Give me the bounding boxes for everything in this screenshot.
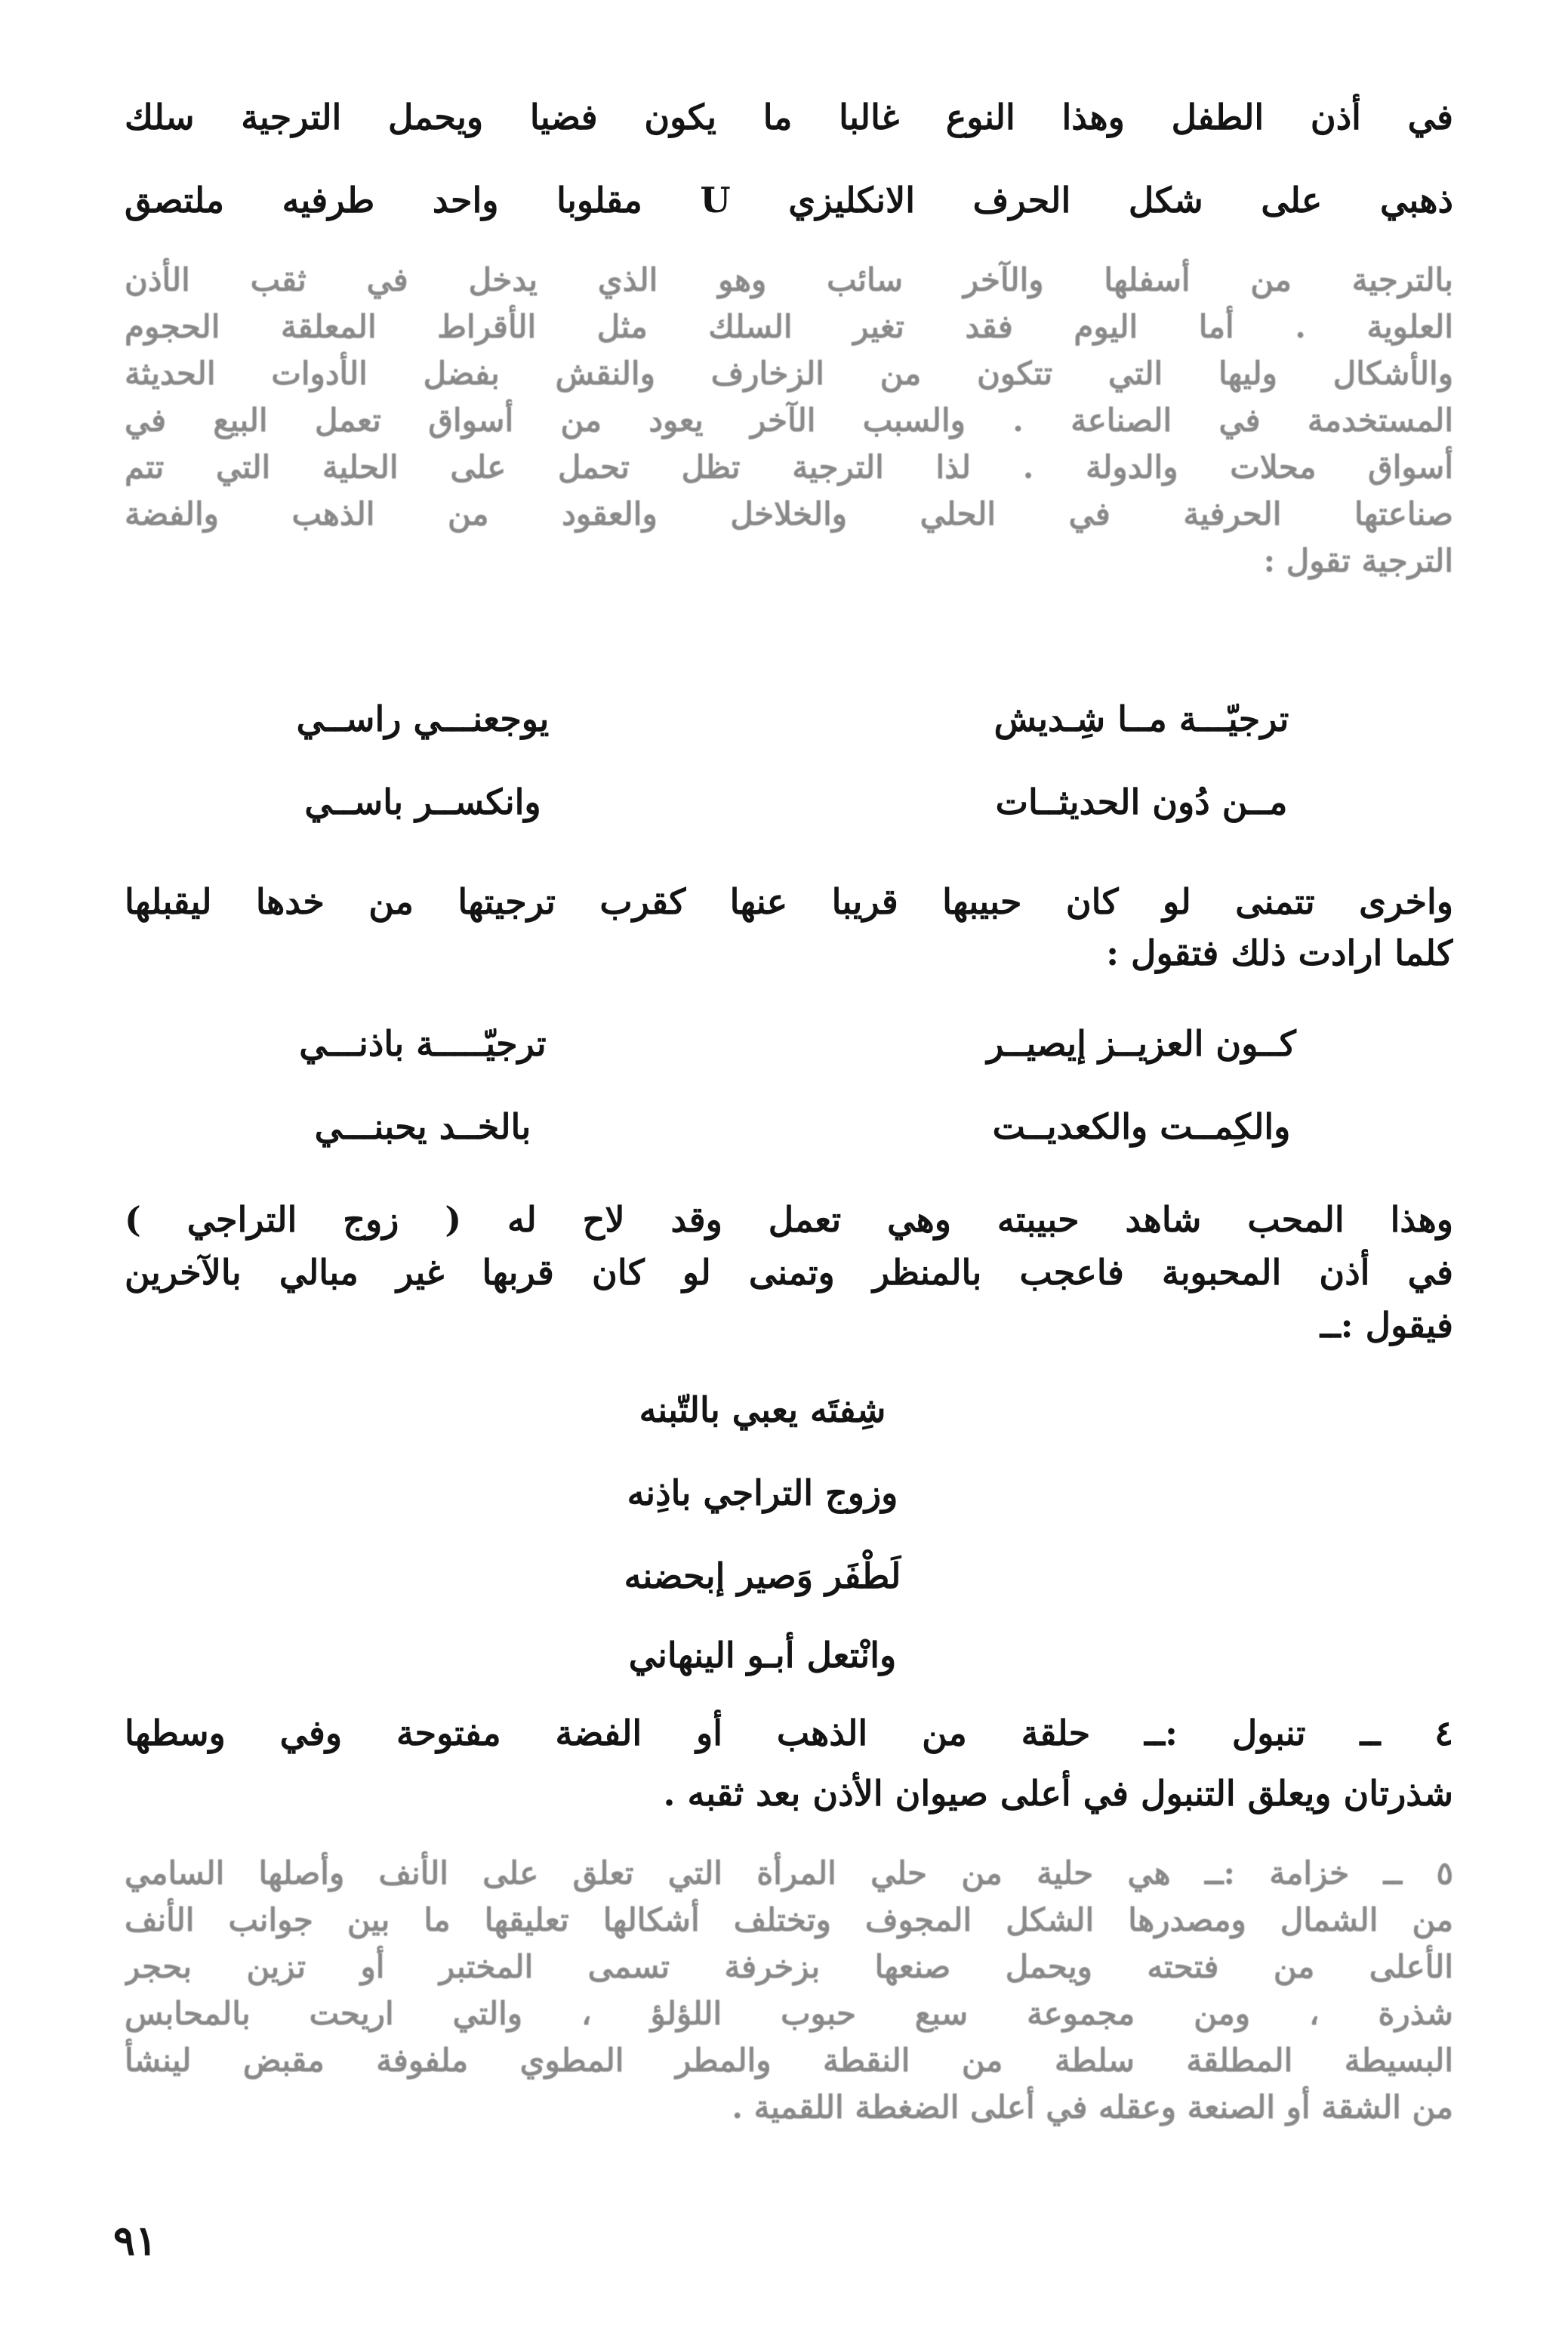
faded-line: من الشمال ومصدرها الشكل المجوف وتختلف أشكالها تعليقها ما بين جوانب الأنف: [125, 1897, 1453, 1944]
verse-left-hemistich: ترجيّـــــة باذنـــي: [299, 1023, 547, 1064]
faded-line: البسيطة المطلقة سلطة من النقطة والمطر المطوي ملفوفة مقبض لينشأ: [125, 2037, 1453, 2084]
faded-line: أسواق محلات والدولة . لذا الترجية تظل تحمل على الحلية التي تتم: [125, 444, 1453, 491]
page-number: ٩١: [113, 2216, 158, 2265]
paragraph-line: فيقول :ــ: [1320, 1305, 1453, 1346]
middle-paragraph: [125, 876, 1453, 979]
faded-line: شذرة ، ومن مجموعة سبع حبوب اللؤلؤ ، والتي اريحت بالمحابس: [125, 1990, 1453, 2037]
verse-left-hemistich: يوجعنـــي راســي: [296, 698, 550, 739]
paragraph-line: ٤ ــ تنبول :ــ حلقة من الذهب أو الفضة مفتوحة وفي وسطها: [125, 1713, 1453, 1753]
tanbool-paragraph: [125, 1703, 1453, 1824]
poem-line: وزوج التراجي باذِنه: [627, 1472, 898, 1513]
faded-line: المستخدمة في الصناعة . والسبب الآخر يعود من أسواق تعمل البيع في: [125, 397, 1453, 444]
paragraph-line: وهذا المحب شاهد حبيبته وهي تعمل وقد لاح له ( زوج التراجي ): [125, 1199, 1453, 1240]
faded-line: والأشكال وليها التي تتكون من الزخارف والنقش بفضل الأدوات الحديثة: [125, 350, 1453, 397]
faded-line: ٥ ــ خزامة :ــ هي حلية من حلي المرأة التي تعلق على الأنف وأصلها السامي: [125, 1850, 1453, 1897]
paragraph-line: في أذن المحبوبة فاعجب بالمنظر وتمنى لو كان قربها غير مبالي بالآخرين: [125, 1252, 1453, 1293]
poem-line: لَطْفَر وَصير إبحضنه: [624, 1555, 901, 1596]
top-paragraph: [125, 76, 1453, 242]
paragraph-line: ذهبي على شكل الحرف الانكليزي U مقلوبا واحد طرفيه ملتصق: [125, 180, 1453, 220]
middle-paragraph: [125, 1193, 1453, 1352]
verse-left-hemistich: وانكســر باســي: [304, 782, 541, 822]
faded-paragraph: [125, 1850, 1453, 2131]
faded-line: صناعتها الحرفية في الحلي والخلاخل والعقود من الذهب والفضة: [125, 491, 1453, 538]
faded-line: من الشقة أو الصنعة وعقله في أعلى الضغطة اللقمية .: [125, 2084, 1453, 2131]
poem-line: وانْتعل أبـو الينهاني: [628, 1635, 897, 1676]
faded-line: الأعلى من فتحته ويحمل صنعها بزخرفة تسمى المختبر أو تزين بحجر: [125, 1944, 1453, 1990]
paragraph-line: كلما ارادت ذلك فتقول :: [1106, 933, 1453, 973]
paragraph-line: واخرى تتمنى لو كان حبيبها قريبا عنها كقرب ترجيتها من خدها ليقبلها: [125, 881, 1453, 922]
verse-right-hemistich: والكِمــت والكعديــت: [992, 1106, 1291, 1147]
faded-paragraph: [125, 257, 1453, 584]
faded-line: العلوية . أما اليوم فقد تغير السلك مثل الأقراط المعلقة الحجوم: [125, 304, 1453, 350]
poem-line: شِفتَه يعبي بالتّبنه: [639, 1389, 886, 1430]
faded-line: بالترجية من أسفلها والآخر سائب وهو الذي يدخل في ثقب الأذن: [125, 257, 1453, 304]
verse-right-hemistich: مــن دُون الحديثــات: [995, 782, 1288, 822]
verse-right-hemistich: كــون العزيــز إيصيــر: [987, 1023, 1296, 1064]
faded-line: الترجية تقول :: [125, 538, 1453, 584]
paragraph-line: شذرتان ويعلق التنبول في أعلى صيوان الأذن بعد ثقبه .: [663, 1773, 1453, 1814]
verse-right-hemistich: ترجيّـــة مــا شِـديش: [993, 698, 1289, 739]
paragraph-line: في أذن الطفل وهذا النوع غالبا ما يكون فضيا ويحمل الترجية سلك: [125, 97, 1453, 137]
verse-left-hemistich: بالخــد يحبنـــي: [314, 1106, 531, 1147]
